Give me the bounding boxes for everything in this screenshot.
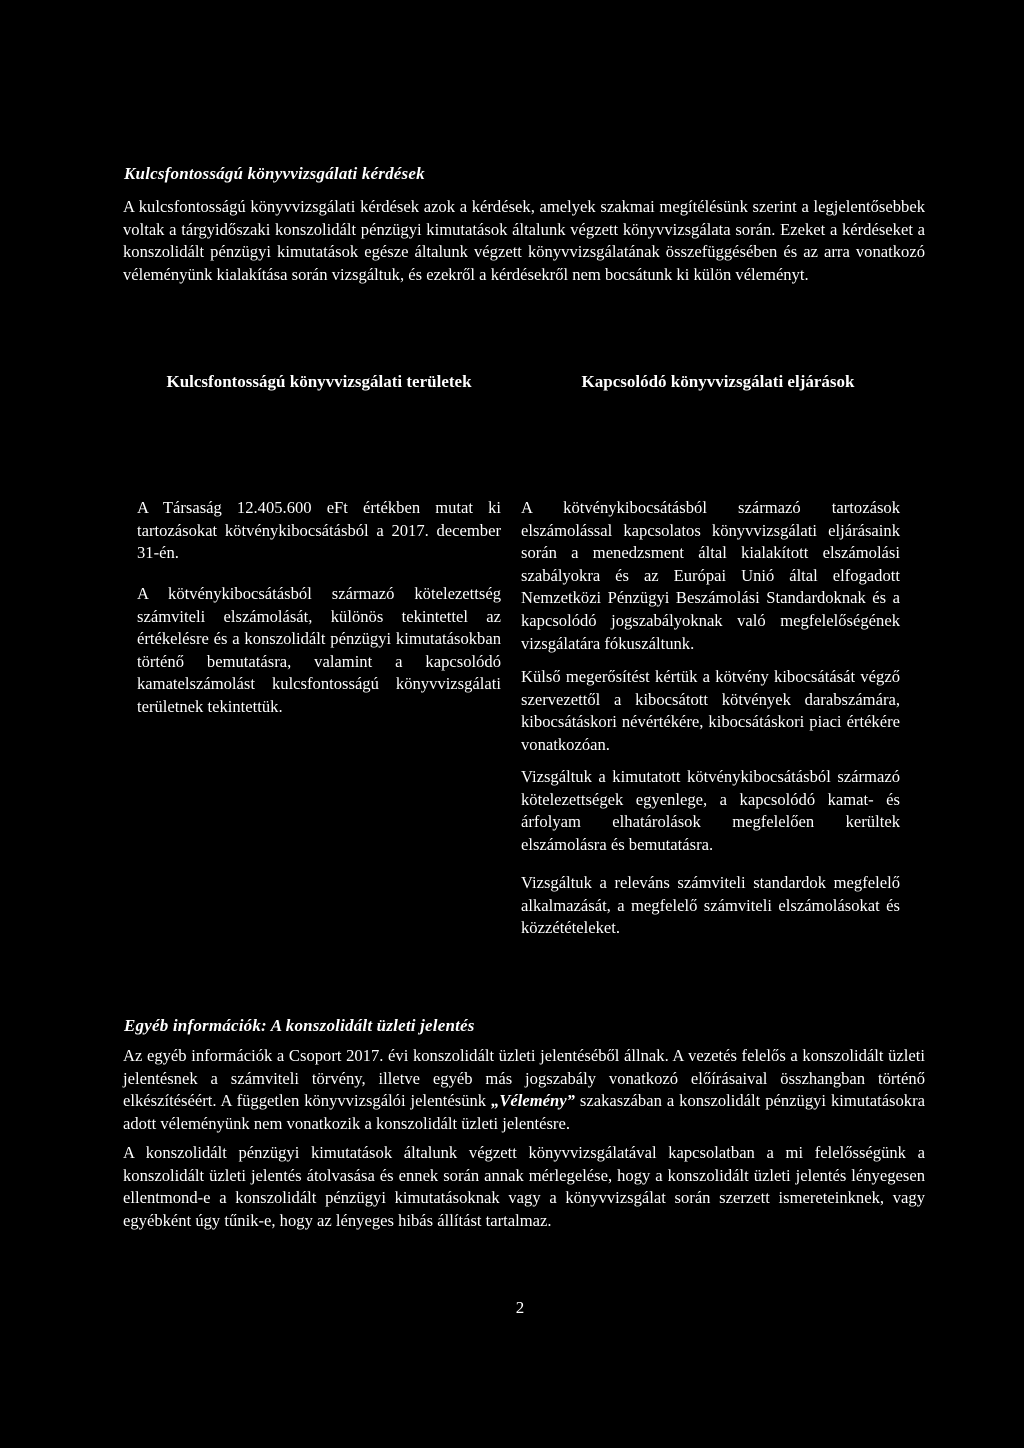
- page-number: 2: [515, 1298, 525, 1317]
- other-information-paragraph-1: [123, 1045, 925, 1135]
- table-left-paragraph: A kötvénykibocsátásból származó kötelezettség számviteli elszámolását, különös tekintettel az értékelésre és a konszolidált pénzügyi kimutatásokban történő bemutatásra, valamint a kapcsolódó kamatelszámolást kulcsfontosságú könyvvizsgálati területnek tekintettük.: [137, 584, 501, 716]
- opinion-section-quote: „Vélemény”: [491, 1091, 575, 1111]
- table-right-paragraph: Külső megerősítést kértük a kötvény kibocsátását végző szervezettől a kibocsátott kötvények darabszámára, kibocsátáskori névértékére, kibocsátáskori piaci értékére vonatkozóan.: [521, 667, 900, 754]
- table-header-right: Kapcsolódó könyvvizsgálati eljárások: [581, 372, 855, 391]
- table-right-paragraph: Vizsgáltuk a kimutatott kötvénykibocsátásból származó kötelezettségek egyenlege, a kapcsolódó kamat- és árfolyam elhatárolások megfelelően kerültek elszámolásra és bemutatásra.: [521, 767, 900, 854]
- table-right-paragraph: Vizsgáltuk a releváns számviteli standardok megfelelő alkalmazását, a megfelelő számviteli elszámolásokat és közzétételeket.: [521, 873, 900, 938]
- section-title-key-audit-matters: Kulcsfontosságú könyvvizsgálati kérdések: [124, 164, 425, 183]
- key-audit-matters-paragraph: A kulcsfontosságú könyvvizsgálati kérdések azok a kérdések, amelyek szakmai megítélésünk szerint a legjelentősebbek voltak a tárgyidőszaki konszolidált pénzügyi kimutatások általunk végzett könyvvizsgálata során. Ezeket a kérdéseket a konszolidált pénzügyi kimutatások egésze általunk végzett könyvvizsgálatának összefüggésében és az arra vonatkozó véleményünk kialakítása során vizsgáltuk, és ezekről a kérdésekről nem bocsátunk ki külön véleményt.: [123, 197, 925, 284]
- other-information-paragraph-2: A konszolidált pénzügyi kimutatások általunk végzett könyvvizsgálatával kapcsolatban a mi felelősségünk a konszolidált üzleti jelentés átolvasása és ennek során annak mérlegelése, hogy a konszolidált üzleti jelentés lényegesen ellentmond-e a konszolidált pénzügyi kimutatásoknak vagy a könyvvizsgálat során szerzett ismereteinknek, vagy egyébként úgy tűnik-e, hogy az lényeges hibás állítást tartalmaz.: [123, 1143, 925, 1230]
- other-info-text-part: Az egyéb információk a Csoport 2017. évi konszolidált üzleti jelentéséből állnak. A vezetés felelős a konszolidált üzleti jelentésnek a számviteli törvény, illetve egyéb más jogszabály vonatkozó előírásaival összhangban történő elkészítéséért. A független könyvvizsgálói jelentésünk: [123, 1046, 925, 1111]
- table-header-left: Kulcsfontosságú könyvvizsgálati területek: [166, 372, 472, 391]
- table-left-paragraph: A Társaság 12.405.600 eFt értékben mutat ki tartozásokat kötvénykibocsátásból a 2017. december 31-én.: [137, 498, 501, 563]
- other-info-text-part: szakaszában a konszolidált pénzügyi kimutatásokra adott véleményünk nem vonatkozik a konszolidált üzleti jelentésre.: [123, 1091, 925, 1133]
- section-title-other-information: Egyéb információk: A konszolidált üzleti jelentés: [124, 1016, 475, 1035]
- table-right-paragraph: A kötvénykibocsátásból származó tartozások elszámolással kapcsolatos könyvvizsgálati eljárásaink során a menedzsment által kialakított elszámolási szabályokra és az Európai Unió által elfogadott Nemzetközi Pénzügyi Beszámolási Standardoknak és a kapcsolódó jogszabályoknak való megfelelőségének vizsgálatára fókuszáltunk.: [521, 498, 900, 653]
